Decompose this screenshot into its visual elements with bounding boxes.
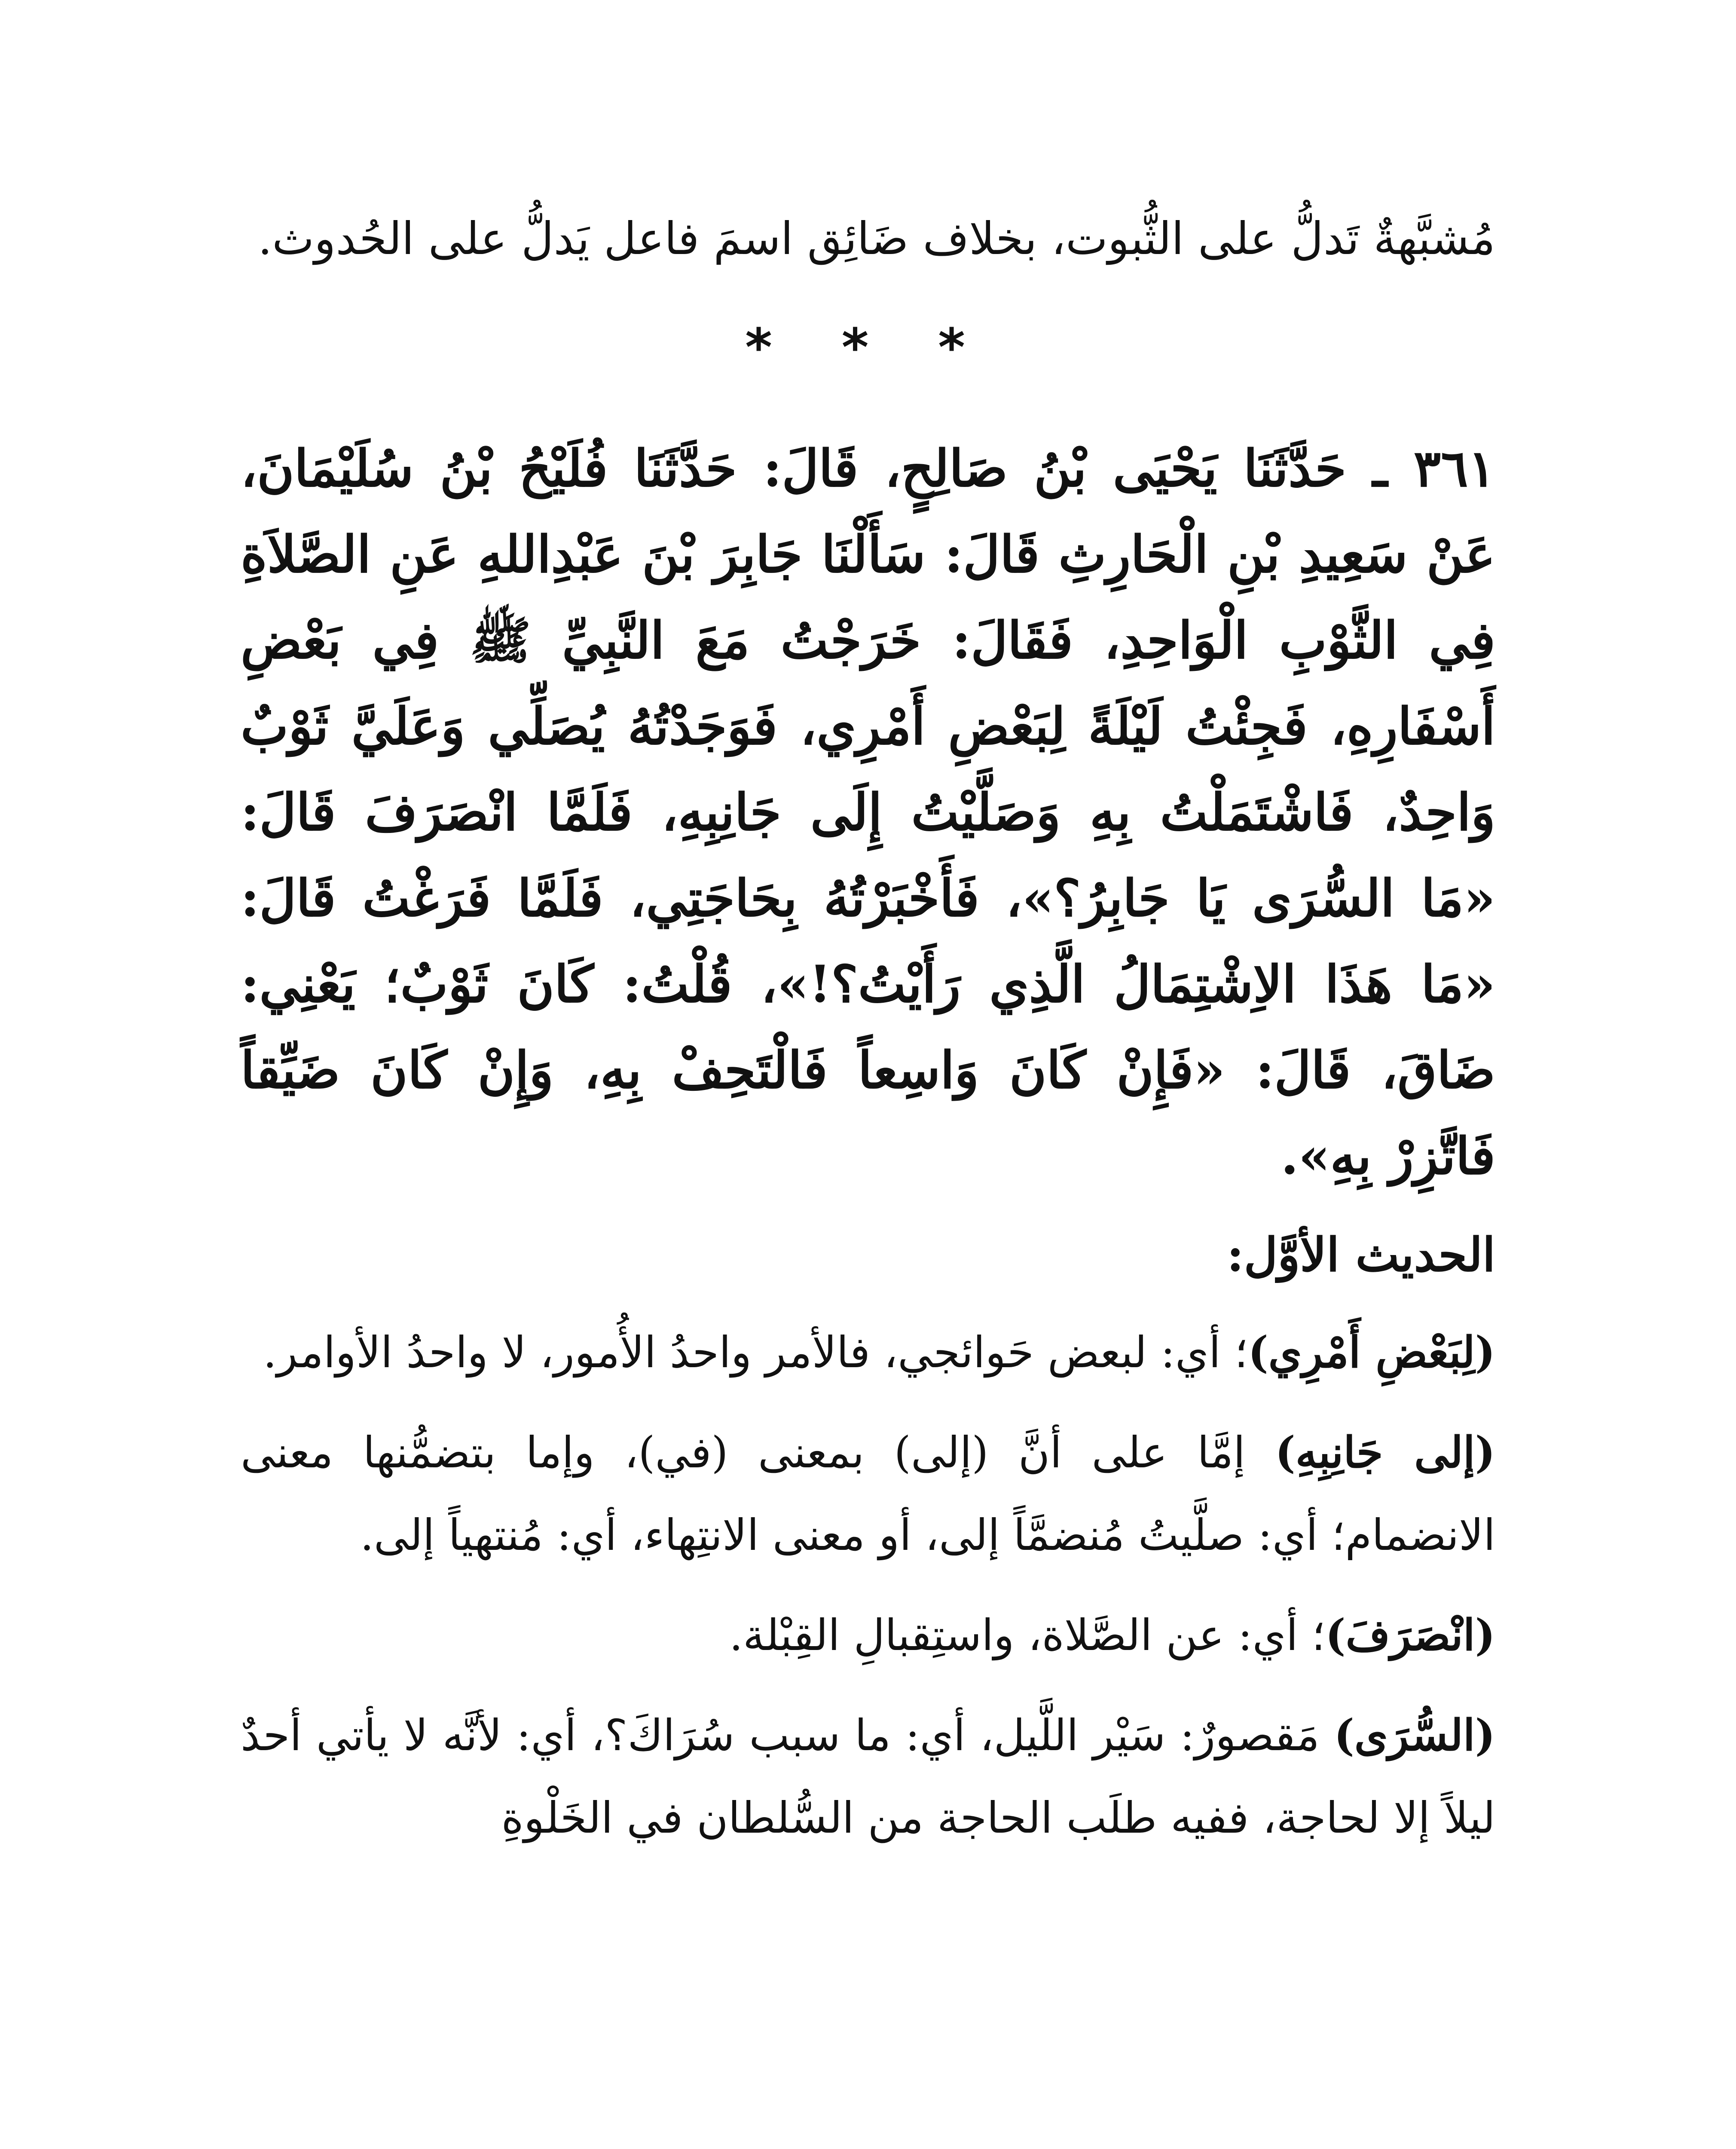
note-term: (انْصَرَفَ) — [1325, 1610, 1495, 1660]
commentary-note — [241, 1594, 1495, 1677]
note-text: مَقصورٌ: سَيْر اللَّيل، أي: ما سبب سُرَاكَ؟، أي: لأنَّه لا يأتي أحدٌ ليلاً إلا لحاجة، ففيه طلَب الحاجة من السُّلطان في الخَلْوةِ — [241, 1710, 1495, 1843]
hadith-paragraph: ٣٦١ ـ حَدَّثَنَا يَحْيَى بْنُ صَالِحٍ، قَالَ: حَدَّثَنَا فُلَيْحُ بْنُ سُلَيْمَانَ، عَنْ سَعِيدِ بْنِ الْحَارِثِ قَالَ: سَأَلْنَا جَابِرَ بْنَ عَبْدِاللهِ عَنِ الصَّلاَةِ فِي الثَّوْبِ الْوَاحِدِ، فَقَالَ: خَرَجْتُ مَعَ النَّبِيِّ ﷺ فِي بَعْضِ أَسْفَارِهِ، فَجِئْتُ لَيْلَةً لِبَعْضِ أَمْرِي، فَوَجَدْتُهُ يُصَلِّي وَعَلَيَّ ثَوْبٌ وَاحِدٌ، فَاشْتَمَلْتُ بِهِ وَصَلَّيْتُ إِلَى جَانِبِهِ، فَلَمَّا انْصَرَفَ قَالَ: «مَا السُّرَى يَا جَابِرُ؟»، فَأَخْبَرْتُهُ بِحَاجَتِي، فَلَمَّا فَرَغْتُ قَالَ: «مَا هَذَا الاِشْتِمَالُ الَّذِي رَأَيْتُ؟!»، قُلْتُ: كَانَ ثَوْبٌ؛ يَعْنِي: ضَاقَ، قَالَ: «فَإِنْ كَانَ وَاسِعاً فَالْتَحِفْ بِهِ، وَإِنْ كَانَ ضَيِّقاً فَاتَّزِرْ بِهِ». — [241, 438, 1495, 1186]
commentary-note — [241, 1411, 1495, 1577]
note-term: (إلى جَانِبِهِ) — [1275, 1427, 1495, 1478]
commentary-note — [241, 1311, 1495, 1394]
section-separator: * * * — [745, 318, 991, 378]
note-term: (لِبَعْضِ أَمْرِي) — [1248, 1327, 1495, 1378]
section-title: الحديث الأوَّل: — [1226, 1228, 1495, 1282]
intro-paragraph: مُشبَّهةٌ تَدلُّ على الثُّبوت، بخلاف ضَائِق اسمَ فاعل يَدلُّ على الحُدوث. — [258, 212, 1495, 265]
note-text: ؛ أي: لبعض حَوائجي، فالأمر واحدُ الأُمور، لا واحدُ الأوامر. — [263, 1327, 1248, 1378]
commentary-note — [241, 1694, 1495, 1859]
note-text: إمَّا على أنَّ (إلى) بمعنى (في)، وإما بتضمُّنها معنى الانضمام؛ أي: صلَّيتُ مُنضمَّاً إلى، أو معنى الانتِهاء، أي: مُنتهياً إلى. — [241, 1427, 1495, 1560]
page-content — [241, 198, 1495, 1877]
note-term: (السُّرَى) — [1334, 1710, 1495, 1760]
note-text: ؛ أي: عن الصَّلاة، واستِقبالِ القِبْلة. — [729, 1610, 1326, 1660]
